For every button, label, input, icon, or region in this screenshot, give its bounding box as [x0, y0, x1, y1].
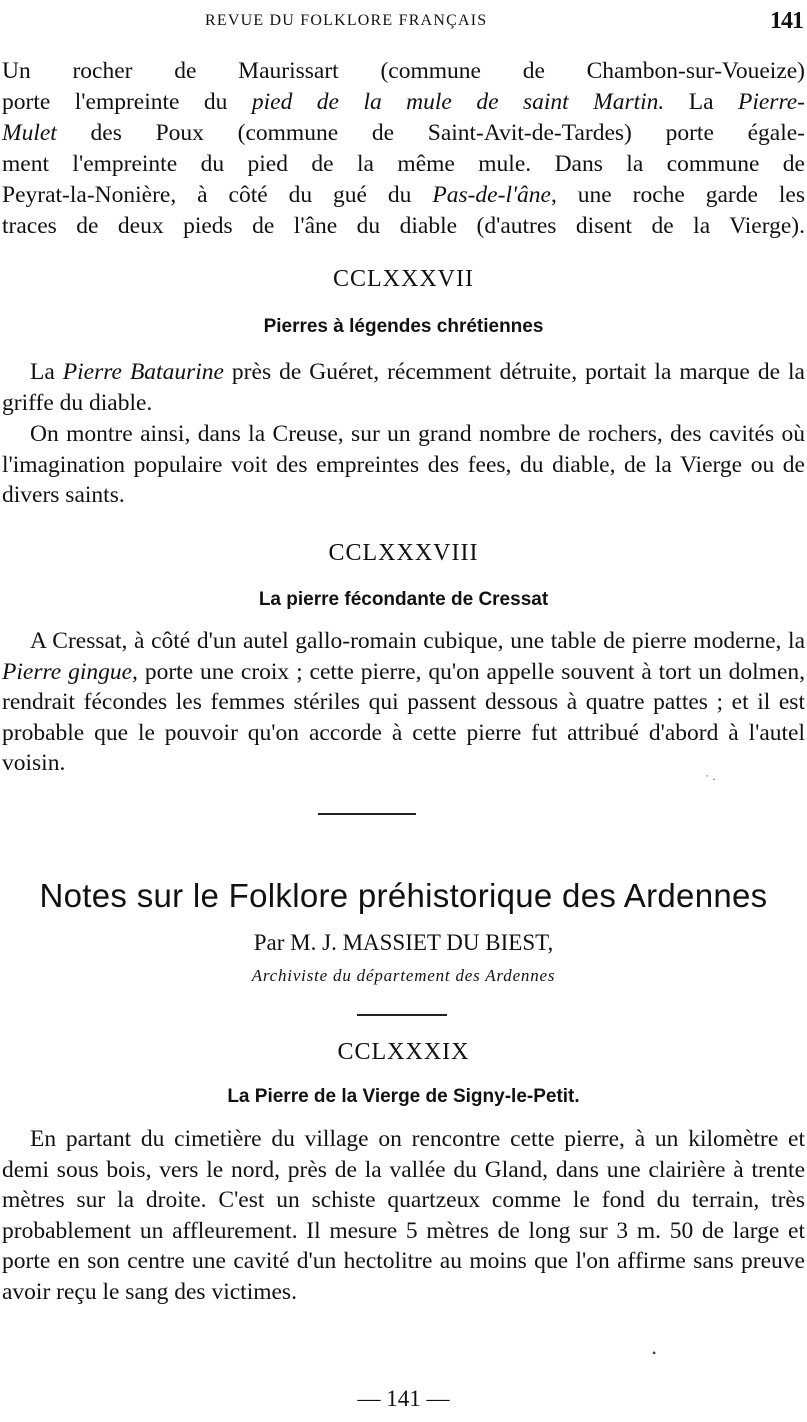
body-paragraph: On montre ainsi, dans la Creuse, sur un grand nombre de rochers, des cavités où l'imagination populaire voit des empreintes des fees, du diable, de la Vierge ou de divers saints.	[2, 421, 805, 508]
body-paragraph: La Pierre Bataurine près de Guéret, récemment détruite, portait la marque de la griffe du diable.	[2, 359, 805, 416]
section-number: CCLXXXIX	[337, 1039, 470, 1065]
italic-phrase: Pierre Bataurine	[62, 359, 224, 385]
separator-rule	[318, 813, 416, 815]
intro-line: Peyrat-la-Nonière, à côté du gué du Pas-de-l'âne, une roche garde les	[2, 182, 805, 208]
section-title: Pierres à légendes chrétiennes	[263, 316, 544, 337]
body-paragraph: En partant du cimetière du village on rencontre cette pierre, à un kilomètre et demi sous bois, vers le nord, près de la vallée du Gland, dans une clairière à trente mètres sur la droite. C'est un schiste quartzeux comme le fond du terrain, très probablement un affleurement. Il mesure 5 mètres de long sur 3 m. 50 de large et porte en son centre une cavité d'un hectolitre au moins que l'on affirme sans preuve avoir reçu le sang des victimes.	[2, 1126, 805, 1305]
running-head	[0, 10, 807, 34]
intro-line: porte l'empreinte du pied de la mule de saint Martin. La Pierre-	[2, 89, 805, 115]
author-affiliation: Archiviste du département des Ardennes	[251, 966, 556, 985]
body-paragraph: A Cressat, à côté d'un autel gallo-romain cubique, une table de pierre moderne, la Pierre gingue, porte une croix ; cette pierre, qu'on appelle souvent à tort un dolmen, rendrait fécondes les femmes stériles qui passent dessous à quatre pattes ; et il est probable que le pouvoir qu'on accorde à cette pierre fut attribué d'abord à l'autel voisin.	[2, 628, 805, 776]
section-title: La pierre fécondante de Cressat	[258, 589, 549, 610]
italic-phrase: Pierre-	[737, 89, 805, 115]
section-number: CCLXXXVII	[333, 266, 474, 292]
italic-phrase: Pas-de-l'âne	[432, 182, 551, 208]
intro-line: ment l'empreinte du pied de la même mule. Dans la commune de	[2, 151, 805, 177]
page-number: 141	[770, 8, 803, 34]
italic-phrase: Mulet	[2, 120, 57, 146]
article-title: Notes sur le Folklore préhistorique des Ardennes	[39, 877, 768, 914]
article-byline: Par M. J. MASSIET DU BIEST,	[253, 930, 554, 955]
intro-line: traces de deux pieds de l'âne du diable (d'autres disent de la Vierge).	[2, 213, 805, 239]
intro-line: Un rocher de Maurissart (commune de Chambon-sur-Voueize)	[2, 58, 805, 84]
separator-rule	[357, 1014, 447, 1016]
section-number: CCLXXXVIII	[328, 540, 479, 566]
print-speck: ˙ ·	[705, 772, 716, 786]
page-folio: — 141 —	[357, 1386, 450, 1411]
italic-phrase: pied de la mule de saint Martin.	[251, 89, 665, 115]
intro-line: Mulet des Poux (commune de Saint-Avit-de-Tardes) porte égale-	[2, 120, 805, 146]
section-title: La Pierre de la Vierge de Signy-le-Petit.	[227, 1086, 580, 1107]
italic-phrase: Pierre gingue,	[2, 658, 138, 685]
print-speck: •	[652, 1346, 657, 1360]
running-title: REVUE DU FOLKLORE FRANÇAIS	[205, 12, 488, 29]
